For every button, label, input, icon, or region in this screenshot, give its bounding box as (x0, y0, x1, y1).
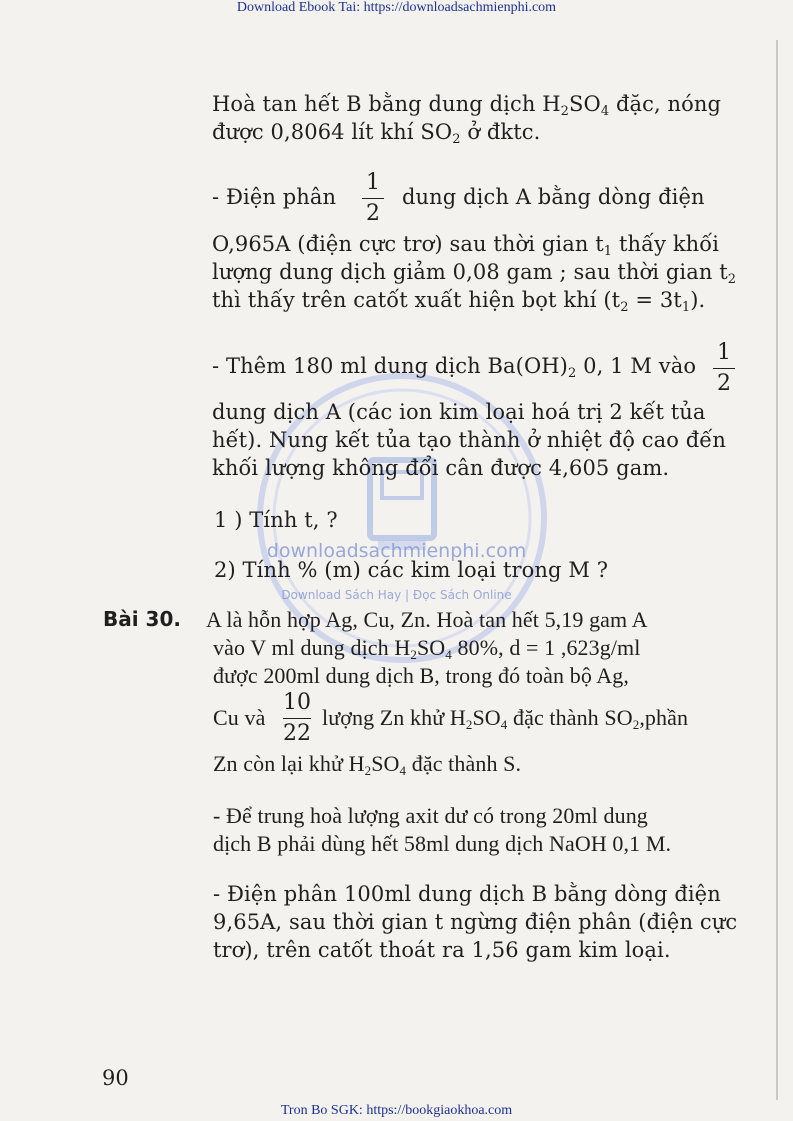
para6-line3: trơ), trên catốt thoát ra 1,56 gam kim loại. (213, 938, 671, 962)
bai30-line1: A là hỗn hợp Ag, Cu, Zn. Hoà tan hết 5,19 gam A (206, 607, 648, 632)
para2-tail: dung dịch A bằng dòng điện (402, 185, 705, 209)
para2-line3: lượng dung dịch giảm 0,08 gam ; sau thời gian $t_2$ (212, 260, 737, 287)
para1-line2: được 0,8064 lít khí $SO_2$ ở đktc. (212, 120, 541, 147)
watermark-tagline-text: Download Sách Hay | Đọc Sách Online (281, 588, 512, 602)
para3-line4: khối lượng không đổi cân được 4,605 gam. (212, 456, 670, 480)
para5-line1: - Để trung hoà lượng axit dư có trong 20ml dung (213, 803, 648, 828)
bai30-line3: được 200ml dung dịch B, trong đó toàn bộ Ag, (213, 663, 629, 688)
para3-line2: dung dịch A (các ion kim loại hoá trị 2 kết tủa (212, 400, 706, 424)
bai30-line4-tail: lượng Zn khử $H_2SO_4$ đặc thành $SO_2,phần$ (322, 705, 689, 732)
exercise-label: Bài 30. (103, 607, 181, 631)
para6-line2: 9,65A, sau thời gian t ngừng điện phân (điện cực (213, 910, 738, 934)
fraction-ten-22: 10 22 (283, 690, 311, 746)
question-1: 1 ) Tính t, ? (214, 508, 338, 532)
para5-line2: dịch B phải dùng hết 58ml dung dịch NaOH 0,1 M. (213, 831, 672, 856)
para3-line1: - Thêm 180 ml dung dịch $Ba(OH)_2$ 0, 1 M vào (212, 354, 697, 381)
para2-line4: thì thấy trên catốt xuất hiện bọt khí $(t_2 = 3t_1)$. (212, 288, 706, 315)
footer-banner[interactable]: Tron Bo SGK: https://bookgiaokhoa.com (280, 1103, 513, 1118)
header-banner[interactable]: Download Ebook Tai: https://downloadsachmienphi.com (236, 0, 557, 15)
para2-lead: - Điện phân (212, 185, 337, 209)
para3-line3: hết). Nung kết tủa tạo thành ở nhiệt độ cao đến (212, 428, 726, 452)
page-number: 90 (102, 1066, 129, 1090)
fraction-one-half-2: 1 2 (713, 340, 735, 397)
para2-line2: O,965A (điện cực trơ) sau thời gian $t_1$ thấy khối (212, 232, 720, 259)
bai30-line5: Zn còn lại khử $H_2SO_4$ đặc thành S. (213, 751, 522, 778)
page-edge-shadow (776, 40, 778, 1100)
para6-line1: - Điện phân 100ml dung dịch B bằng dòng điện (213, 882, 721, 906)
bai30-line2: vào V ml dung dịch $H_2SO_4$ 80%, d = 1 ,623g/ml (213, 635, 641, 662)
bai30-line4-lead: Cu và (213, 705, 266, 730)
question-2: 2) Tính % (m) các kim loại trong M ? (214, 558, 609, 582)
fraction-one-half: 1 2 (362, 170, 384, 227)
para1-line1: Hoà tan hết B bằng dung dịch $H_2SO_4$ đặc, nóng (212, 92, 722, 119)
watermark-site-text: downloadsachmienphi.com (266, 540, 527, 562)
